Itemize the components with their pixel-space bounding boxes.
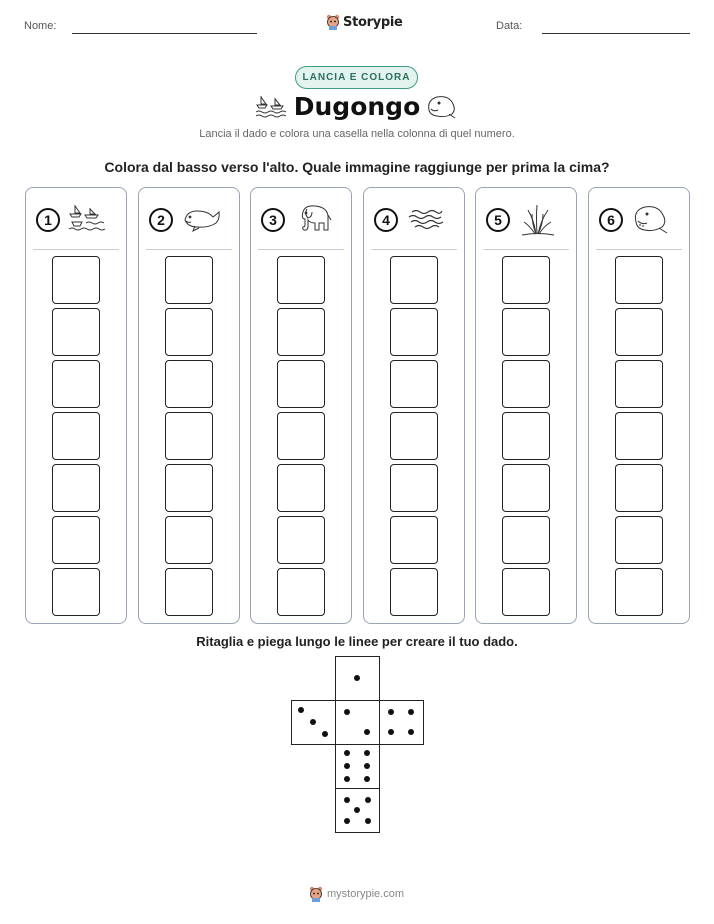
dugong-icon bbox=[181, 202, 221, 238]
color-box[interactable] bbox=[502, 256, 550, 304]
color-box[interactable] bbox=[615, 360, 663, 408]
die-pip bbox=[344, 763, 350, 769]
color-box[interactable] bbox=[165, 360, 213, 408]
brand-name: Storypie bbox=[343, 14, 403, 30]
die-pip bbox=[408, 709, 414, 715]
color-box[interactable] bbox=[390, 464, 438, 512]
die-face-6 bbox=[335, 744, 380, 789]
column-divider bbox=[371, 249, 457, 250]
color-box[interactable] bbox=[502, 360, 550, 408]
color-box[interactable] bbox=[165, 256, 213, 304]
column-number: 3 bbox=[261, 208, 285, 232]
column-divider bbox=[146, 249, 232, 250]
color-box[interactable] bbox=[615, 464, 663, 512]
color-box[interactable] bbox=[390, 568, 438, 616]
die-pip bbox=[364, 750, 370, 756]
subtitle: Lancia il dado e colora una casella nella colonna di quel numero. bbox=[199, 128, 515, 140]
seagrass-icon bbox=[518, 202, 558, 238]
column-number: 4 bbox=[374, 208, 398, 232]
brand-logo bbox=[326, 14, 403, 30]
color-box[interactable] bbox=[165, 412, 213, 460]
boats-icon bbox=[68, 202, 108, 238]
date-line[interactable] bbox=[542, 33, 690, 34]
color-box[interactable] bbox=[52, 516, 100, 564]
color-box[interactable] bbox=[390, 516, 438, 564]
color-box[interactable] bbox=[277, 360, 325, 408]
color-box[interactable] bbox=[390, 412, 438, 460]
color-box[interactable] bbox=[165, 464, 213, 512]
column-number: 6 bbox=[599, 208, 623, 232]
die-face-3 bbox=[291, 700, 336, 745]
die-pip bbox=[388, 729, 394, 735]
die-pip bbox=[364, 763, 370, 769]
color-box[interactable] bbox=[277, 464, 325, 512]
color-box[interactable] bbox=[52, 308, 100, 356]
color-box[interactable] bbox=[165, 568, 213, 616]
column-4 bbox=[363, 187, 465, 624]
dugong-face-icon bbox=[631, 202, 671, 238]
color-box[interactable] bbox=[390, 256, 438, 304]
color-box[interactable] bbox=[277, 568, 325, 616]
die-pip bbox=[365, 818, 371, 824]
color-box[interactable] bbox=[52, 256, 100, 304]
column-3 bbox=[250, 187, 352, 624]
column-header bbox=[261, 202, 333, 238]
name-line[interactable] bbox=[72, 33, 257, 34]
date-label: Data: bbox=[496, 20, 523, 32]
name-label: Nome: bbox=[24, 20, 57, 32]
activity-badge: LANCIA E COLORA bbox=[295, 66, 418, 89]
column-header bbox=[36, 202, 108, 238]
column-header bbox=[149, 202, 221, 238]
die-face-4 bbox=[379, 700, 424, 745]
die-pip bbox=[344, 709, 350, 715]
die-pip bbox=[354, 675, 360, 681]
column-5 bbox=[475, 187, 577, 624]
elephant-icon bbox=[293, 202, 333, 238]
column-header bbox=[599, 202, 671, 238]
color-box[interactable] bbox=[502, 308, 550, 356]
color-box[interactable] bbox=[277, 412, 325, 460]
color-box[interactable] bbox=[165, 308, 213, 356]
color-box[interactable] bbox=[502, 412, 550, 460]
column-header bbox=[486, 202, 558, 238]
color-box[interactable] bbox=[615, 256, 663, 304]
column-number: 1 bbox=[36, 208, 60, 232]
color-box[interactable] bbox=[615, 568, 663, 616]
die-face-2 bbox=[335, 700, 380, 745]
storypie-mascot-icon bbox=[309, 886, 323, 902]
die-pip bbox=[344, 776, 350, 782]
footer-url: mystorypie.com bbox=[327, 888, 405, 900]
color-box[interactable] bbox=[277, 308, 325, 356]
die-pip bbox=[310, 719, 316, 725]
die-pip bbox=[298, 707, 304, 713]
color-box[interactable] bbox=[52, 360, 100, 408]
footer bbox=[309, 886, 404, 902]
column-divider bbox=[33, 249, 119, 250]
storypie-mascot-icon bbox=[326, 14, 340, 30]
column-number: 5 bbox=[486, 208, 510, 232]
die-pip bbox=[322, 731, 328, 737]
column-header bbox=[374, 202, 446, 238]
color-box[interactable] bbox=[390, 360, 438, 408]
color-box[interactable] bbox=[277, 256, 325, 304]
column-divider bbox=[258, 249, 344, 250]
color-box[interactable] bbox=[165, 516, 213, 564]
color-box[interactable] bbox=[502, 516, 550, 564]
die-pip bbox=[408, 729, 414, 735]
page-title: Dugongo bbox=[293, 92, 421, 121]
water-waves-icon bbox=[406, 202, 446, 238]
column-number: 2 bbox=[149, 208, 173, 232]
die-face-5 bbox=[335, 788, 380, 833]
die-pip bbox=[354, 807, 360, 813]
color-box[interactable] bbox=[52, 464, 100, 512]
color-box[interactable] bbox=[52, 412, 100, 460]
die-face-1 bbox=[335, 656, 380, 701]
color-box[interactable] bbox=[615, 412, 663, 460]
cut-instruction: Ritaglia e piega lungo le linee per creare il tuo dado. bbox=[196, 634, 518, 649]
column-1 bbox=[25, 187, 127, 624]
color-box[interactable] bbox=[615, 308, 663, 356]
color-box[interactable] bbox=[277, 516, 325, 564]
dugong-face-icon bbox=[425, 92, 459, 120]
column-2 bbox=[138, 187, 240, 624]
die-pip bbox=[344, 797, 350, 803]
column-divider bbox=[483, 249, 569, 250]
die-pip bbox=[365, 797, 371, 803]
die-pip bbox=[344, 818, 350, 824]
instruction: Colora dal basso verso l'alto. Quale immagine raggiunge per prima la cima? bbox=[104, 159, 610, 175]
color-box[interactable] bbox=[52, 568, 100, 616]
color-box[interactable] bbox=[615, 516, 663, 564]
column-divider bbox=[596, 249, 682, 250]
column-6 bbox=[588, 187, 690, 624]
die-pip bbox=[344, 750, 350, 756]
color-box[interactable] bbox=[390, 308, 438, 356]
color-box[interactable] bbox=[502, 464, 550, 512]
die-pip bbox=[388, 709, 394, 715]
color-box[interactable] bbox=[502, 568, 550, 616]
die-pip bbox=[364, 776, 370, 782]
die-pip bbox=[364, 729, 370, 735]
